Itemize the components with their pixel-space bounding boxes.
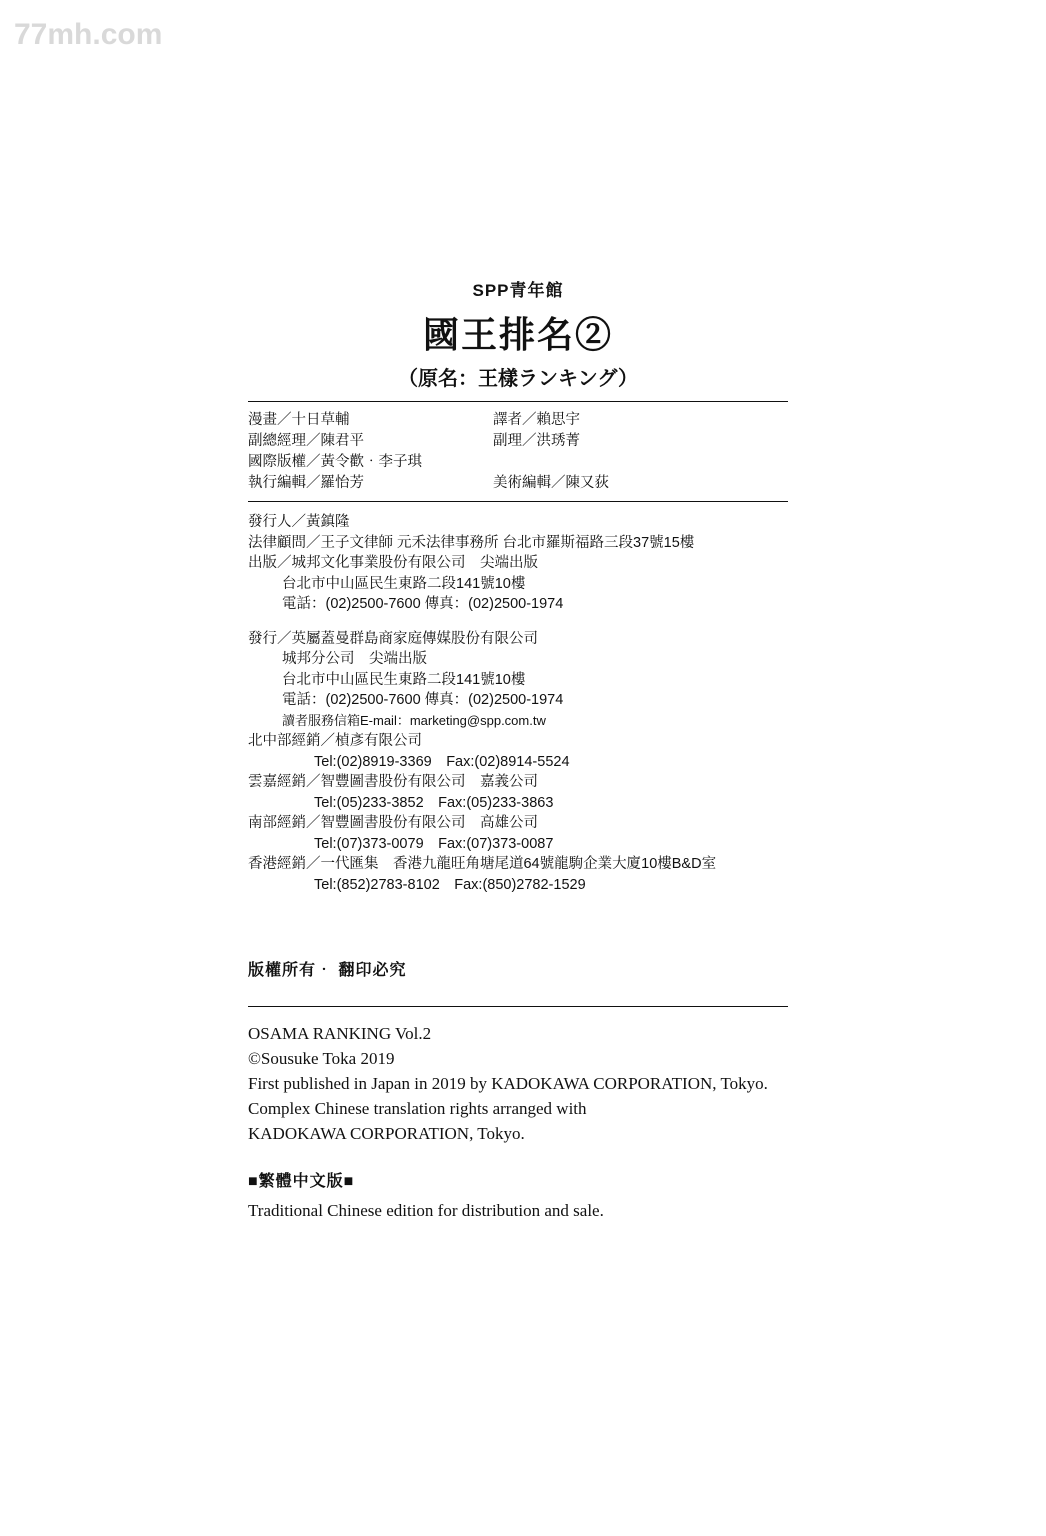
colophon-block [248,276,788,1221]
english-line: OSAMA RANKING Vol.2 [248,1024,432,1043]
distribution-line: 發行／英屬蓋曼群島商家庭傳媒股份有限公司 [248,630,538,647]
edition-mark: ■繁體中文版■ [248,1173,355,1190]
english-line: First published in Japan in 2019 by KADOKAWA CORPORATION, Tokyo. [248,1074,768,1093]
distribution-contact: Tel:(02)8919-3369 Fax:(02)8914-5524 [314,753,570,770]
publisher-line: 發行人／黃鎮隆 [248,514,350,530]
divider-bottom [248,1006,788,1007]
publisher-line: 電話：(02)2500-7600 傳真：(02)2500-1974 [282,596,564,612]
distribution-line: 城邦分公司 尖端出版 [282,651,427,667]
rights-reserved-note: 版權所有‧ 翻印必究 [248,962,407,979]
staff-credit: 漫畫／十日草輔 [248,412,350,428]
distribution-contact: Tel:(852)2783-8102 Fax:(850)2782-1529 [314,876,586,893]
spacer [248,615,788,629]
staff-row [248,410,788,430]
publisher-line: 台北市中山區民生東路二段141號10樓 [282,575,526,592]
staff-credits [248,410,788,493]
page-title: 國王排名② [422,314,613,355]
distribution-info [248,629,788,896]
staff-row [248,452,788,472]
distribution-line: 雲嘉經銷／智豐圖書股份有限公司 嘉義公司 [248,774,538,790]
distribution-line: 電話：(02)2500-7600 傳真：(02)2500-1974 [282,692,564,708]
staff-row [248,431,788,451]
distribution-line: 北中部經銷／楨彥有限公司 [248,733,422,749]
divider-top [248,401,788,402]
staff-credit: 執行編輯／羅怡芳 [248,475,364,491]
original-title: （原名：王樣ランキング） [398,368,638,390]
distribution-line: 南部經銷／智豐圖書股份有限公司 高雄公司 [248,815,538,831]
distribution-line: 台北市中山區民生東路二段141號10樓 [282,671,526,688]
divider-mid [248,501,788,502]
imprint-label: SPP青年館 [472,281,564,300]
staff-credit: 副總經理／陳君平 [248,433,364,449]
staff-credit: 美術編輯／陳又荻 [493,475,609,491]
english-line: ©Sousuke Toka 2019 [248,1049,395,1068]
staff-credit: 副理／洪琇菁 [493,433,580,449]
publisher-line: 法律顧問／王子文律師 元禾法律事務所 台北市羅斯福路三段37號15樓 [248,534,695,551]
english-line: Complex Chinese translation rights arranged with [248,1099,587,1118]
english-copyright-block [248,1021,788,1146]
staff-row [248,473,788,493]
reader-service-email: 讀者服務信箱E-mail：marketing@spp.com.tw [282,712,546,728]
distribution-line: 香港經銷／一代匯集 香港九龍旺角塘尾道64號龍駒企業大廈10樓B&D室 [248,856,717,872]
distribution-contact: Tel:(07)373-0079 Fax:(07)373-0087 [314,835,554,852]
publisher-info [248,512,788,615]
staff-credit: 國際版權／黃令歡‧李子琪 [248,454,422,470]
publisher-line: 出版／城邦文化事業股份有限公司 尖端出版 [248,555,538,571]
edition-note: Traditional Chinese edition for distribution and sale. [248,1201,604,1220]
distribution-contact: Tel:(05)233-3852 Fax:(05)233-3863 [314,794,554,811]
staff-credit [493,452,788,472]
english-line: KADOKAWA CORPORATION, Tokyo. [248,1124,525,1143]
site-watermark: 77mh.com [14,18,163,51]
staff-credit: 譯者／賴思宇 [493,412,580,428]
